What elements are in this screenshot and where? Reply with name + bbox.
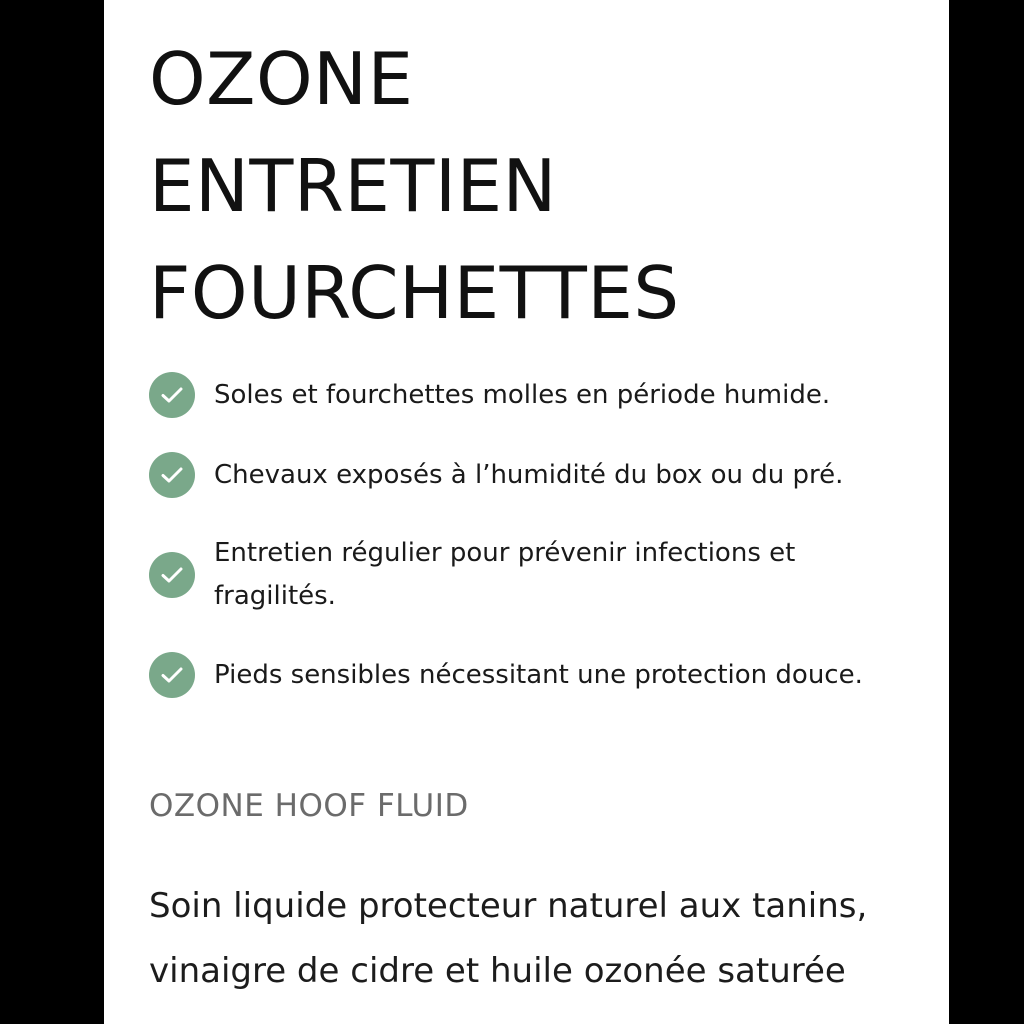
feature-text: Soles et fourchettes molles en période humide. [214,379,831,410]
title-line-2: ENTRETIEN [149,144,557,228]
product-name: OZONE HOOF FLUID [149,788,469,824]
feature-item [149,372,909,418]
check-icon [149,452,195,498]
check-icon [149,552,195,598]
feature-text: Entretien régulier pour prévenir infections et fragilités. [214,538,796,611]
feature-text: Chevaux exposés à l’humidité du box ou du pré. [214,459,844,490]
feature-item [149,452,909,498]
feature-text: Pieds sensibles nécessitant une protection douce. [214,659,863,690]
content-panel [104,0,949,1024]
feature-item [149,652,909,698]
title-line-1: OZONE [149,37,414,121]
feature-item [149,532,909,618]
check-icon [149,652,195,698]
title-line-3: FOURCHETTES [149,251,680,335]
product-description: Soin liquide protecteur naturel aux tanins, vinaigre de cidre et huile ozonée saturée [149,886,868,991]
check-icon [149,372,195,418]
page-title [149,26,680,347]
